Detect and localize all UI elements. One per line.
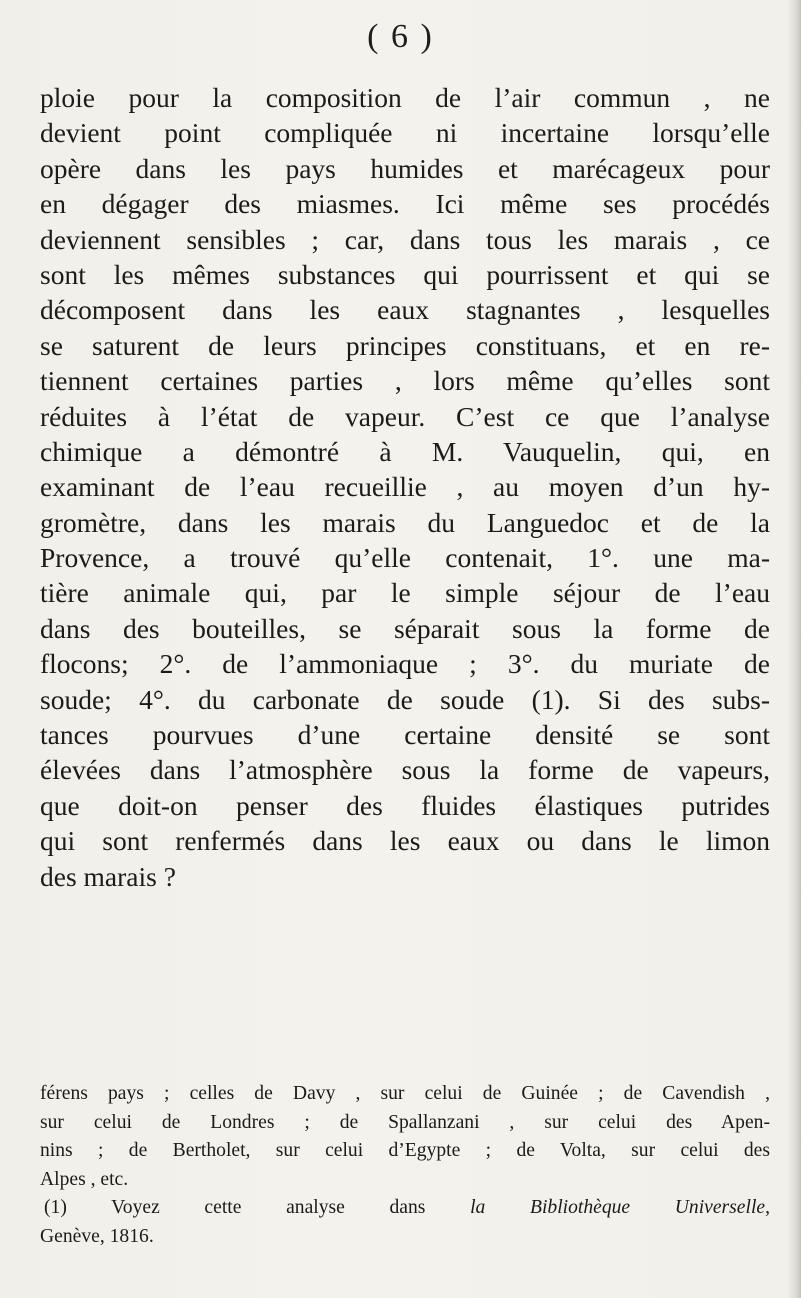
body-line: tances pourvues d’une certaine densité se sont — [40, 719, 770, 751]
body-line: ploie pour la composition de l’air commun , ne — [40, 82, 770, 113]
footnote-continuation-line: nins ; de Bertholet, sur celui d’Egypte ; de Volta, sur celui des — [40, 1140, 770, 1162]
body-line: deviennent sensibles ; car, dans tous les marais , ce — [40, 223, 770, 255]
body-line: examinant de l’eau recueillie , au moyen d’un hy- — [40, 471, 770, 503]
body-line: chimique a démontré à M. Vauquelin, qui, en — [40, 435, 770, 467]
body-line: élevées dans l’atmosphère sous la forme de vapeurs, — [40, 754, 770, 786]
page-number: ( 6 ) — [367, 18, 434, 55]
body-line: flocons; 2°. de l’ammoniaque ; 3°. du muriate de — [40, 648, 770, 680]
footnote-continuation-line: férens pays ; celles de Davy , sur celui de Guinée ; de Cavendish , — [40, 1083, 770, 1104]
body-text — [40, 80, 770, 894]
body-line: décomposent dans les eaux stagnantes , lesquelles — [40, 294, 770, 326]
body-line: sont les mêmes substances qui pourrissent et qui se — [40, 258, 770, 290]
body-line: tiennent certaines parties , lors même qu’elles sont — [40, 365, 770, 397]
body-line: gromètre, dans les marais du Languedoc et de la — [40, 506, 770, 538]
footnotes — [40, 1080, 770, 1252]
body-line: soude; 4°. du carbonate de soude (1). Si des subs- — [40, 683, 770, 715]
body-line: des marais ? — [40, 860, 176, 892]
footnote-1-line2: Genève, 1816. — [40, 1225, 154, 1247]
body-line: qui sont renfermés dans les eaux ou dans le limon — [40, 825, 770, 857]
body-line: réduites à l’état de vapeur. C’est ce que l’analyse — [40, 400, 770, 432]
footnote-continuation-line: sur celui de Londres ; de Spallanzani , sur celui des Apen- — [40, 1111, 770, 1133]
body-line: que doit-on penser des fluides élastiques putrides — [40, 789, 770, 821]
footnote-1-title: la Bibliothèque Universelle — [470, 1197, 766, 1219]
footnote-continuation-line: Alpes , etc. — [40, 1168, 129, 1190]
body-line: Provence, a trouvé qu’elle contenait, 1°. une ma- — [40, 542, 770, 574]
footnote-1-prefix: (1) Voyez cette analyse dans — [44, 1197, 471, 1219]
body-line: devient point compliquée ni incertaine lorsqu’elle — [40, 117, 770, 149]
body-line: dans des bouteilles, se séparait sous la forme de — [40, 612, 770, 644]
body-line: tière animale qui, par le simple séjour de l’eau — [40, 577, 770, 609]
body-line: opère dans les pays humides et marécageux pour — [40, 152, 770, 184]
page-edge-shadow — [787, 0, 801, 1298]
footnote-1-suffix: , — [765, 1197, 770, 1219]
body-line: se saturent de leurs principes constituans, et en re- — [40, 329, 770, 361]
body-line: en dégager des miasmes. Ici même ses procédés — [40, 188, 770, 220]
footnote-1 — [40, 1194, 770, 1223]
